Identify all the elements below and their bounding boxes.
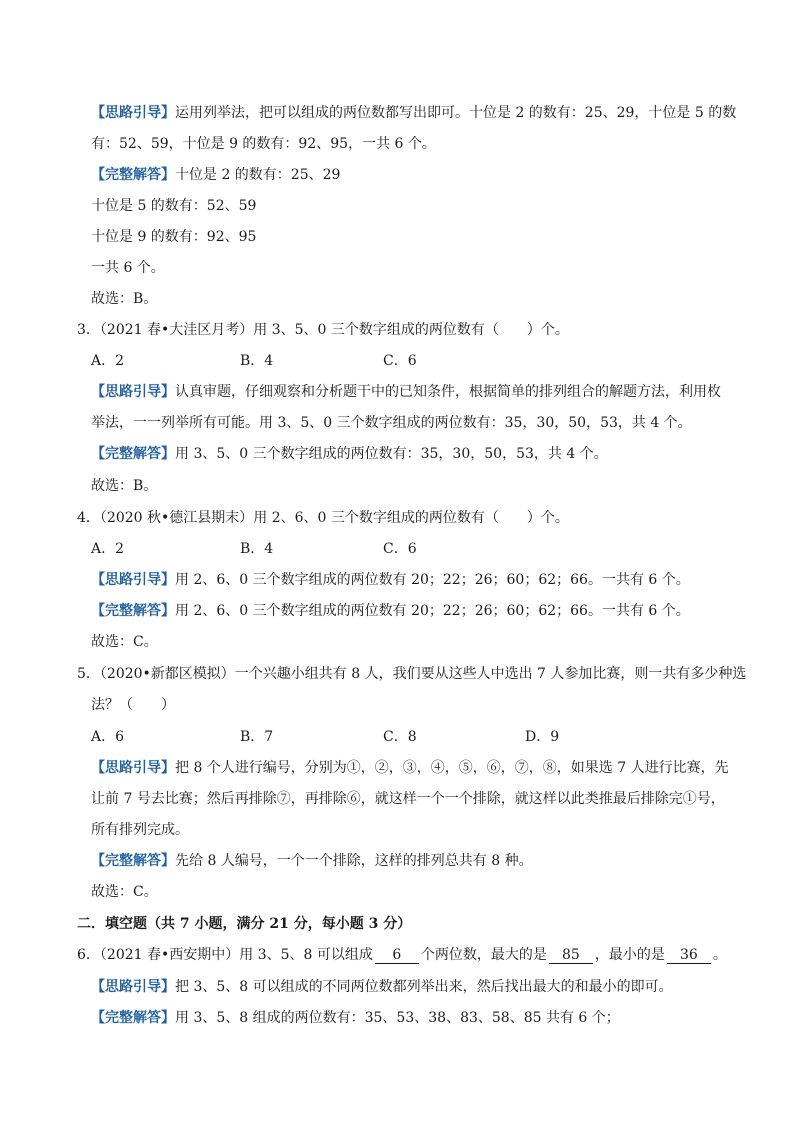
q6-stem-part-a: 6．（2021 春•西安期中）用 3、5、8 可以组成 xyxy=(77,947,373,963)
q3-option-a: A．2 xyxy=(91,353,125,369)
q5-option-b: B．7 xyxy=(240,729,274,745)
q6-stem xyxy=(77,945,727,965)
q2-solution-line-1 xyxy=(91,165,340,185)
q6-hint-text-1: 把 3、5、8 可以组成的不同两位数都列举出来，然后找出最大的和最小的即可。 xyxy=(175,979,673,995)
solution-tag: 【完整解答】 xyxy=(91,603,175,619)
hint-tag: 【思路引导】 xyxy=(91,105,175,121)
q6-answer-blank-min: 36 xyxy=(667,947,711,964)
q2-solution-line-4: 一共 6 个。 xyxy=(91,260,165,276)
q3-hint-line-1 xyxy=(91,382,721,402)
section-heading: 二．填空题（共 7 小题，满分 21 分，每小题 3 分） xyxy=(77,916,412,932)
q3-hint-text-1: 认真审题，仔细观察和分析题干中的已知条件，根据简单的排列组合的解题方法，利用枚 xyxy=(175,384,721,400)
q5-option-a: A．6 xyxy=(91,729,125,745)
q6-hint-line-1 xyxy=(91,977,673,997)
q5-stem-line-2: 法？（ ） xyxy=(91,697,175,713)
q6-solution-text-1: 用 3、5、8 组成的两位数有：35、53、38、83、58、85 共有 6 个； xyxy=(175,1010,620,1026)
hint-tag: 【思路引导】 xyxy=(91,760,175,776)
q6-stem-part-c: ，最小的是 xyxy=(594,947,665,963)
q2-solution-text-1: 十位是 2 的数有：25、29 xyxy=(175,167,341,183)
q2-hint-line-1 xyxy=(91,103,736,123)
q4-hint-text-1: 用 2、6、0 三个数字组成的两位数有 20；22；26；60；62；66。一共有 6 个。 xyxy=(175,572,690,588)
q3-option-c: C．6 xyxy=(383,353,417,369)
solution-tag: 【完整解答】 xyxy=(91,167,175,183)
q2-hint-line-2: 有：52、59，十位是 9 的数有：92、95，一共 6 个。 xyxy=(91,136,436,152)
q4-hint-line-1 xyxy=(91,570,690,590)
q4-stem: 4．（2020 秋•德江县期末）用 2、6、0 三个数字组成的两位数有（ ）个。 xyxy=(77,510,569,526)
q3-hint-line-2: 举法，一一列举所有可能。用 3、5、0 三个数字组成的两位数有：35，30，50，53，共 4 个。 xyxy=(91,415,692,431)
q3-solution-line-1 xyxy=(91,444,608,464)
q5-option-c: C．8 xyxy=(383,729,417,745)
q4-option-c: C．6 xyxy=(383,541,417,557)
q5-hint-line-3: 所有排列完成。 xyxy=(91,822,189,838)
q3-stem: 3．（2021 春•大洼区月考）用 3、5、0 三个数字组成的两位数有（ ）个。 xyxy=(77,322,569,338)
q2-solution-line-3: 十位是 9 的数有：92、95 xyxy=(91,229,257,245)
q4-option-a: A．2 xyxy=(91,541,125,557)
solution-tag: 【完整解答】 xyxy=(91,853,175,869)
q5-solution-line-1 xyxy=(91,851,533,871)
q6-answer-blank-count: 6 xyxy=(375,947,419,964)
hint-tag: 【思路引导】 xyxy=(91,384,175,400)
q3-solution-text-1: 用 3、5、0 三个数字组成的两位数有：35，30，50，53，共 4 个。 xyxy=(175,446,608,462)
q6-stem-part-b: 个两位数，最大的是 xyxy=(420,947,547,963)
q5-hint-line-1 xyxy=(91,758,729,778)
q4-solution-line-1 xyxy=(91,601,690,621)
q5-hint-line-2: 让前 7 号去比赛；然后再排除⑦，再排除⑥，就这样一个一个排除，就这样以此类推最后排除完①号， xyxy=(91,791,725,807)
q5-option-d: D．9 xyxy=(525,729,560,745)
q6-solution-line-1 xyxy=(91,1008,620,1028)
q5-solution-text-1: 先给 8 人编号，一个一个排除，这样的排列总共有 8 种。 xyxy=(175,853,533,869)
hint-tag: 【思路引导】 xyxy=(91,572,175,588)
q4-choice: 故选：C。 xyxy=(91,634,158,650)
q6-stem-part-d: 。 xyxy=(712,947,727,963)
q2-solution-line-2: 十位是 5 的数有：52、59 xyxy=(91,198,257,214)
q3-choice: 故选：B。 xyxy=(91,478,158,494)
q5-choice: 故选：C。 xyxy=(91,884,158,900)
solution-tag: 【完整解答】 xyxy=(91,446,175,462)
q4-option-b: B．4 xyxy=(240,541,274,557)
q2-choice: 故选：B。 xyxy=(91,291,158,307)
hint-tag: 【思路引导】 xyxy=(91,979,175,995)
q2-hint-text-1: 运用列举法，把可以组成的两位数都写出即可。十位是 2 的数有：25、29，十位是 5 的数 xyxy=(175,105,737,121)
q3-option-b: B．4 xyxy=(240,353,274,369)
solution-tag: 【完整解答】 xyxy=(91,1010,175,1026)
q4-solution-text-1: 用 2、6、0 三个数字组成的两位数有 20；22；26；60；62；66。一共有 6 个。 xyxy=(175,603,690,619)
q5-stem-line-1: 5．（2020•新都区模拟）一个兴趣小组共有 8 人，我们要从这些人中选出 7 人参加比赛，则一共有多少种选 xyxy=(77,666,747,682)
q5-hint-text-1: 把 8 个人进行编号，分别为①，②，③，④，⑤，⑥，⑦，⑧，如果选 7 人进行比赛，先 xyxy=(175,760,729,776)
q6-answer-blank-max: 85 xyxy=(549,947,593,964)
